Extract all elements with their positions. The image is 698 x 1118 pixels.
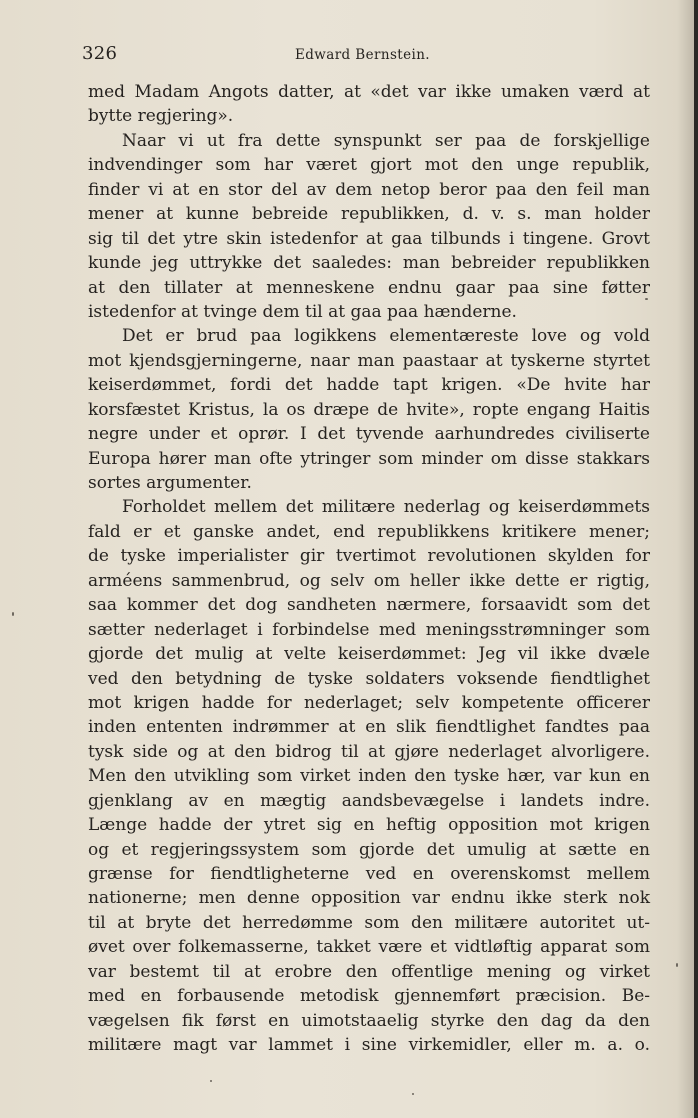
text-line: med Madam Angots datter, at «det var ikke umaken værd at <box>88 82 650 102</box>
text-line: sig til det ytre skin istedenfor at gaa tilbunds i tingene. Grovt <box>88 228 650 249</box>
text-line: indvendinger som har været gjort mot den unge republik, <box>88 155 650 176</box>
text-line: øvet over folkemasserne, takket være et vidtløftig apparat som <box>88 937 650 958</box>
text-line: at den tillater at menneskene endnu gaar paa sine føtter <box>88 277 650 298</box>
text-line: Forholdet mellem det militære nederlag og keiserdømmets <box>122 497 650 518</box>
text-line: til at bryte det herredømme som den militære autoritet ut- <box>88 912 650 933</box>
text-line: bytte regjering». <box>88 106 234 127</box>
text-line: tysk side og at den bidrog til at gjøre nederlaget alvorligere. <box>88 741 650 762</box>
text-line: Men den utvikling som virket inden den tyske hær, var kun en <box>88 766 650 787</box>
paper-speck <box>645 298 648 300</box>
text-line: inden ententen indrømmer at en slik fiendtlighet fandtes paa <box>88 717 650 738</box>
text-line: kunde jeg uttrykke det saaledes: man bebreider republikken <box>88 253 650 274</box>
paper-speck <box>676 963 678 967</box>
page-header <box>82 43 652 73</box>
text-line: gjorde det mulig at velte keiserdømmet: Jeg vil ikke dvæle <box>88 644 650 665</box>
text-line: sætter nederlaget i forbindelse med meningsstrømninger som <box>88 619 650 640</box>
text-line: Europa hører man ofte ytringer som minder om disse stakkars <box>88 448 650 469</box>
text-line: militære magt var lammet i sine virkemidler, eller m. a. o. <box>88 1035 650 1056</box>
text-line: mot krigen hadde for nederlaget; selv kompetente officerer <box>88 692 650 713</box>
paper-speck <box>12 612 14 616</box>
text-line: var bestemt til at erobre den offentlige mening og virket <box>88 961 650 982</box>
text-line: istedenfor at tvinge dem til at gaa paa hænderne. <box>88 301 517 322</box>
text-line: Det er brud paa logikkens elementæreste love og vold <box>122 326 650 347</box>
text-line: arméens sammenbrud, og selv om heller ikke dette er rigtig, <box>88 570 650 591</box>
page-number: 326 <box>82 43 118 64</box>
paper-speck <box>412 1093 414 1095</box>
text-line: fald er et ganske andet, end republikkens kritikere mener; <box>88 521 650 542</box>
text-line: negre under et oprør. I det tyvende aarhundredes civiliserte <box>88 424 650 445</box>
paper-speck <box>210 1080 212 1082</box>
running-head: Edward Bernstein. <box>295 47 430 63</box>
text-line: finder vi at en stor del av dem netop beror paa den feil man <box>88 179 650 200</box>
text-line: Naar vi ut fra dette synspunkt ser paa de forskjellige <box>122 130 650 151</box>
body-text <box>88 80 650 1058</box>
text-line: Længe hadde der ytret sig en heftig opposition mot krigen <box>88 815 650 836</box>
text-line: de tyske imperialister gir tvertimot revolutionen skylden for <box>88 546 650 567</box>
text-line: nationerne; men denne opposition var endnu ikke sterk nok <box>88 888 650 909</box>
text-line: vægelsen fik først en uimotstaaelig styrke den dag da den <box>88 1010 650 1031</box>
text-line: gjenklang av en mægtig aandsbevægelse i landets indre. <box>88 790 650 811</box>
text-line: saa kommer det dog sandheten nærmere, forsaavidt som det <box>88 595 650 616</box>
page-edge <box>694 0 698 1118</box>
text-line: mot kjendsgjerningerne, naar man paastaar at tyskerne styrtet <box>88 350 650 371</box>
text-line: ved den betydning de tyske soldaters voksende fiendtlighet <box>88 668 650 689</box>
text-line: grænse for fiendtligheterne ved en overenskomst mellem <box>88 864 650 884</box>
text-line: sortes argumenter. <box>88 473 252 493</box>
text-line: mener at kunne bebreide republikken, d. v. s. man holder <box>88 204 650 225</box>
text-line: keiserdømmet, fordi det hadde tapt krigen. «De hvite har <box>88 375 650 396</box>
text-line: og et regjeringssystem som gjorde det umulig at sætte en <box>88 839 650 860</box>
text-line: med en forbausende metodisk gjennemført præcision. Be- <box>88 986 650 1007</box>
text-line: korsfæstet Kristus, la os dræpe de hvite», ropte engang Haitis <box>88 399 650 420</box>
